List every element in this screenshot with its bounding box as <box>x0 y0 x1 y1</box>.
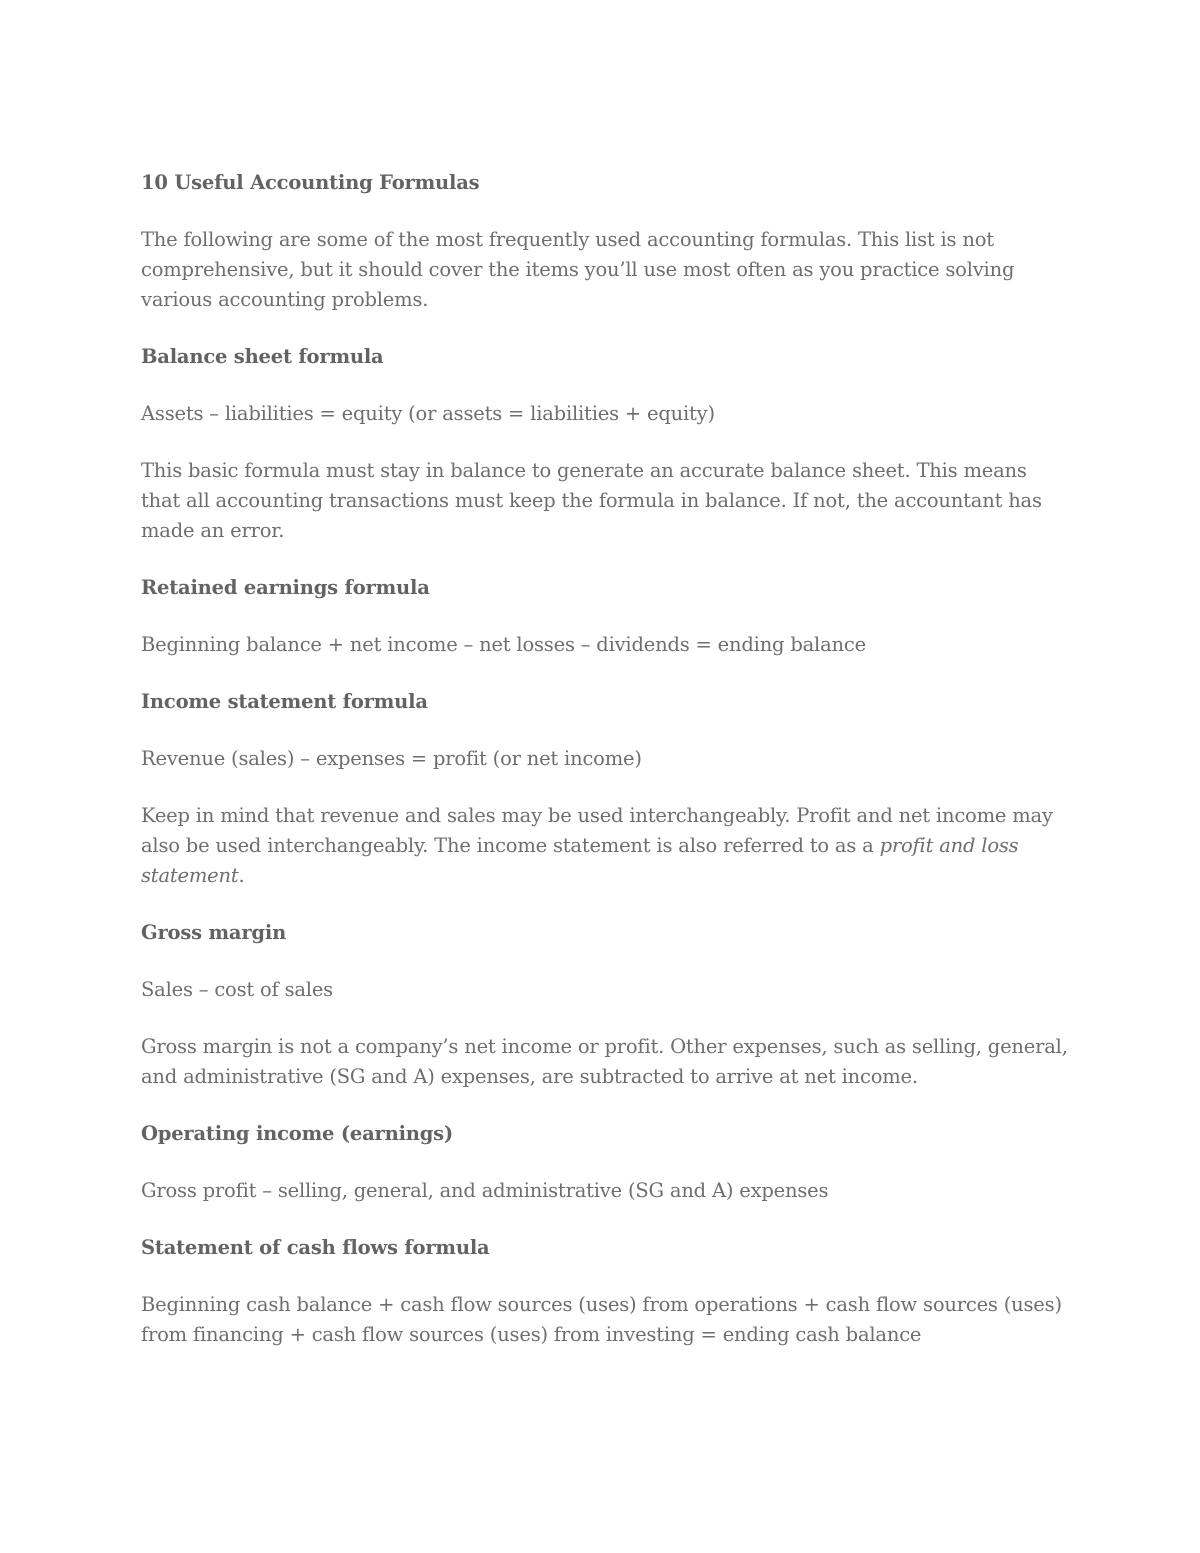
balance-sheet-note: This basic formula must stay in balance to generate an accurate balance sheet. This means that all accounting transactions must keep the formula in balance. If not, the accountant has made an error. <box>141 459 1042 542</box>
intro-paragraph: The following are some of the most frequently used accounting formulas. This list is not comprehensive, but it should cover the items you’ll use most often as you practice solving various accounting problems. <box>141 228 1015 311</box>
gross-margin-note: Gross margin is not a company’s net income or profit. Other expenses, such as selling, general, and administrative (SG and A) expenses, are subtracted to arrive at net income. <box>141 1035 1068 1088</box>
retained-earnings-heading: Retained earnings formula <box>141 576 430 599</box>
operating-income-heading: Operating income (earnings) <box>141 1122 453 1145</box>
balance-sheet-formula: Assets – liabilities = equity (or assets = liabilities + equity) <box>141 402 715 425</box>
cash-flows-formula: Beginning cash balance + cash flow sources (uses) from operations + cash flow sources (uses) from financing + cash flow sources (uses) from investing = ending cash balance <box>141 1293 1062 1346</box>
document-body <box>141 168 1071 1377</box>
gross-margin-formula: Sales – cost of sales <box>141 978 333 1001</box>
retained-earnings-formula: Beginning balance + net income – net losses – dividends = ending balance <box>141 633 866 656</box>
gross-margin-heading: Gross margin <box>141 921 287 944</box>
income-statement-note-italic: profit and loss statement <box>141 834 1019 887</box>
income-statement-formula: Revenue (sales) – expenses = profit (or net income) <box>141 747 642 770</box>
balance-sheet-heading: Balance sheet formula <box>141 345 384 368</box>
income-statement-note <box>141 801 1071 891</box>
operating-income-formula: Gross profit – selling, general, and administrative (SG and A) expenses <box>141 1179 829 1202</box>
income-statement-note-end: . <box>238 864 245 887</box>
document-title: 10 Useful Accounting Formulas <box>141 171 480 194</box>
cash-flows-heading: Statement of cash flows formula <box>141 1236 490 1259</box>
income-statement-heading: Income statement formula <box>141 690 428 713</box>
income-statement-note-text: Keep in mind that revenue and sales may be used interchangeably. Profit and net income may also be used interchangeably. The income statement is also referred to as a <box>141 804 1053 857</box>
